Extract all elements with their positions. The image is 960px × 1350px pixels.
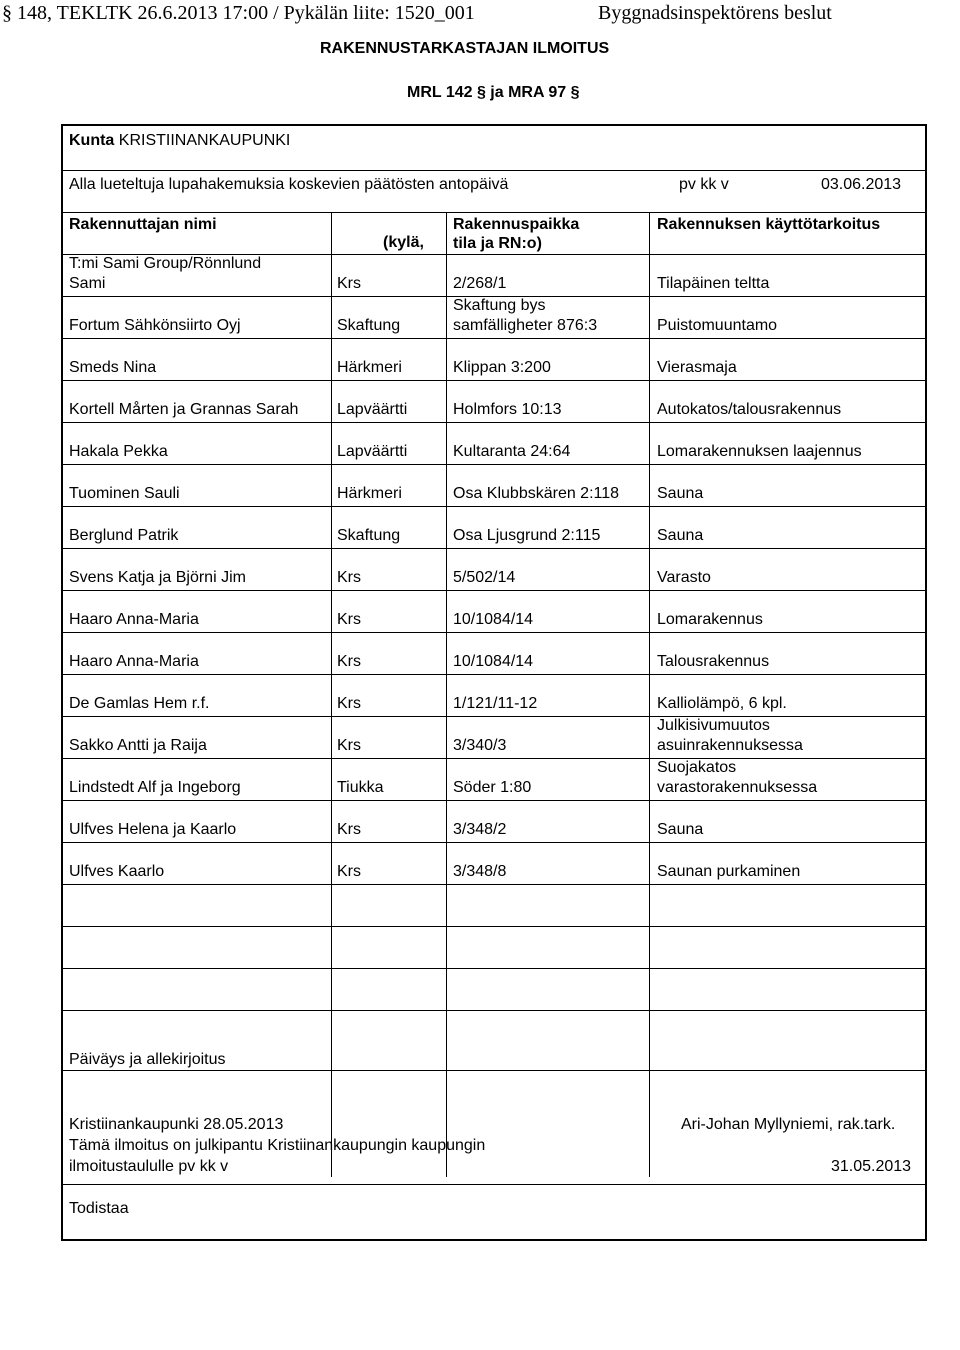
municipality-value: KRISTIINANKAUPUNKI <box>118 132 291 149</box>
building-purpose-line1: Julkisivumuutos <box>657 717 770 734</box>
village-cell: Lapväärtti <box>337 401 408 418</box>
table-row <box>63 506 925 549</box>
table-row <box>63 842 925 885</box>
header-village: (kylä, <box>383 234 424 251</box>
building-purpose: Sauna <box>657 821 704 838</box>
building-purpose: Lomarakennus <box>657 611 763 628</box>
table-row <box>63 296 925 339</box>
table-row <box>63 254 925 297</box>
builder-name: Svens Katja ja Björni Jim <box>69 569 246 586</box>
village-cell: Härkmeri <box>337 359 402 376</box>
building-site: samfälligheter 876:3 <box>453 317 598 334</box>
signature-block <box>63 1070 925 1180</box>
building-site: 3/340/3 <box>453 737 507 754</box>
table-header-row <box>63 212 925 255</box>
header-builder: Rakennuttajan nimi <box>69 216 217 233</box>
village-cell: Krs <box>337 821 361 838</box>
building-site: Söder 1:80 <box>453 779 532 796</box>
village-cell: Krs <box>337 275 361 292</box>
village-cell: Krs <box>337 653 361 670</box>
decision-date-label: Alla lueteltuja lupahakemuksia koskevien päätösten antopäivä <box>69 176 509 193</box>
builder-name: Fortum Sähkönsiirto Oyj <box>69 317 241 334</box>
building-site: 10/1084/14 <box>453 611 534 628</box>
building-purpose: asuinrakennuksessa <box>657 737 803 754</box>
posting-notice-line1: Tämä ilmoitus on julkipantu Kristiinankaupungin kaupungin <box>69 1137 486 1154</box>
village-cell: Skaftung <box>337 527 401 544</box>
builder-name: Haaro Anna-Maria <box>69 611 199 628</box>
builder-name: Berglund Patrik <box>69 527 179 544</box>
village-cell: Krs <box>337 695 361 712</box>
table-row <box>63 926 925 969</box>
building-purpose: Tilapäinen teltta <box>657 275 770 292</box>
builder-name-line1: T:mi Sami Group/Rönnlund <box>69 255 262 272</box>
posting-notice-line2: ilmoitustaululle pv kk v <box>69 1158 229 1175</box>
signature-label-row <box>63 1028 925 1071</box>
builder-name: Smeds Nina <box>69 359 157 376</box>
village-cell: Krs <box>337 737 361 754</box>
table-row <box>63 422 925 465</box>
building-site: Osa Klubbskären 2:118 <box>453 485 620 502</box>
signature-label: Päiväys ja allekirjoitus <box>69 1051 226 1068</box>
posting-date: 31.05.2013 <box>831 1158 912 1175</box>
header-place-line1: Rakennuspaikka <box>453 216 580 233</box>
village-cell: Krs <box>337 863 361 880</box>
builder-name: Ulfves Helena ja Kaarlo <box>69 821 237 838</box>
builder-name: De Gamlas Hem r.f. <box>69 695 210 712</box>
building-purpose: Puistomuuntamo <box>657 317 778 334</box>
document-subtitle: MRL 142 § ja MRA 97 § <box>407 84 580 101</box>
village-cell: Lapväärtti <box>337 443 408 460</box>
builder-name: Sami <box>69 275 106 292</box>
building-site: Kultaranta 24:64 <box>453 443 571 460</box>
village-cell: Skaftung <box>337 317 401 334</box>
building-site: 5/502/14 <box>453 569 516 586</box>
building-site: 2/268/1 <box>453 275 507 292</box>
building-purpose: Lomarakennuksen laajennus <box>657 443 862 460</box>
building-site: Holmfors 10:13 <box>453 401 562 418</box>
building-purpose: Kalliolämpö, 6 kpl. <box>657 695 787 712</box>
builder-name: Sakko Antti ja Raija <box>69 737 207 754</box>
building-site: Klippan 3:200 <box>453 359 551 376</box>
building-purpose: Saunan purkaminen <box>657 863 801 880</box>
building-purpose: Sauna <box>657 485 704 502</box>
builder-name: Lindstedt Alf ja Ingeborg <box>69 779 241 796</box>
table-row <box>63 968 925 1011</box>
building-site: 3/348/8 <box>453 863 507 880</box>
building-site: 10/1084/14 <box>453 653 534 670</box>
village-cell: Tiukka <box>337 779 384 796</box>
table-row <box>63 632 925 675</box>
table-row <box>63 716 925 759</box>
building-purpose-line1: Suojakatos <box>657 759 737 776</box>
certify-divider <box>63 1184 925 1185</box>
builder-name: Haaro Anna-Maria <box>69 653 199 670</box>
building-purpose: Varasto <box>657 569 711 586</box>
building-purpose: Autokatos/talousrakennus <box>657 401 842 418</box>
table-row <box>63 548 925 591</box>
table-row <box>63 338 925 381</box>
building-purpose: Sauna <box>657 527 704 544</box>
table-row <box>63 464 925 507</box>
building-site-line1: Skaftung bys <box>453 297 546 314</box>
decision-date-value: 03.06.2013 <box>821 176 902 193</box>
table-row <box>63 884 925 927</box>
notice-form <box>61 124 927 1241</box>
date-format-label: pv kk v <box>679 176 729 193</box>
municipality-row <box>63 126 925 171</box>
building-site: 1/121/11-12 <box>453 695 538 712</box>
municipality-label: Kunta <box>69 132 115 149</box>
building-purpose: Vierasmaja <box>657 359 737 376</box>
village-cell: Krs <box>337 569 361 586</box>
table-row <box>63 674 925 717</box>
page-header-decision-type: Byggnadsinspektörens beslut <box>598 2 832 24</box>
municipality-field <box>69 131 290 151</box>
page-header-reference: § 148, TEKLTK 26.6.2013 17:00 / Pykälän liite: 1520_001 <box>2 2 475 24</box>
header-place-line2: tila ja RN:o) <box>453 235 542 252</box>
signer-name: Ari-Johan Myllyniemi, rak.tark. <box>681 1116 896 1133</box>
building-purpose: Talousrakennus <box>657 653 770 670</box>
header-purpose: Rakennuksen käyttötarkoitus <box>657 216 881 233</box>
builder-name: Ulfves Kaarlo <box>69 863 165 880</box>
builder-name: Hakala Pekka <box>69 443 168 460</box>
decision-date-row <box>63 170 925 213</box>
building-site: Osa Ljusgrund 2:115 <box>453 527 601 544</box>
village-cell: Krs <box>337 611 361 628</box>
builder-name: Kortell Mårten ja Grannas Sarah <box>69 401 299 418</box>
building-site: 3/348/2 <box>453 821 507 838</box>
signature-place-date: Kristiinankaupunki 28.05.2013 <box>69 1116 284 1133</box>
table-row <box>63 590 925 633</box>
certify-label: Todistaa <box>69 1200 129 1217</box>
table-row <box>63 380 925 423</box>
builder-name: Tuominen Sauli <box>69 485 180 502</box>
village-cell: Härkmeri <box>337 485 402 502</box>
document-title: RAKENNUSTARKASTAJAN ILMOITUS <box>320 40 610 57</box>
building-purpose: varastorakennuksessa <box>657 779 818 796</box>
table-row <box>63 758 925 801</box>
table-row <box>63 800 925 843</box>
